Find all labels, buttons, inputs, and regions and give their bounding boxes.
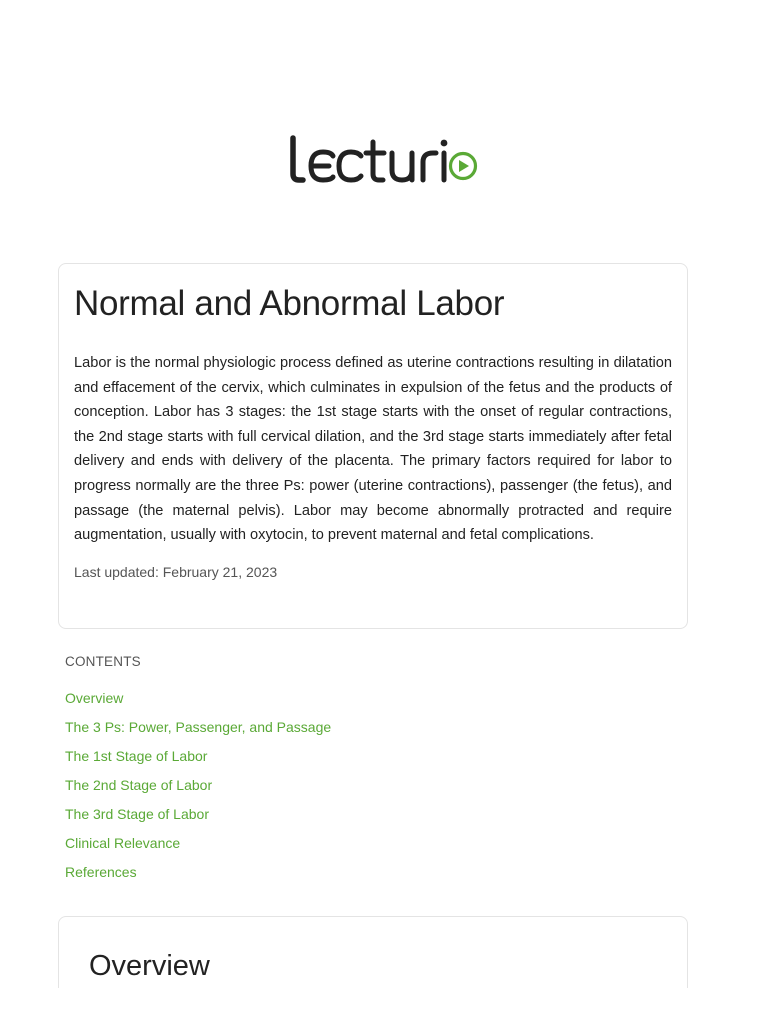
article-title: Normal and Abnormal Labor <box>74 284 505 323</box>
lecturio-logo-mark <box>289 134 479 186</box>
article-summary: Labor is the normal physiologic process defined as uterine contractions resulting in dilatation and effacement of the cervix, which culminates in expulsion of the fetus and the products of conception. Labor has 3 stages: the 1st stage starts with the onset of regular contractions, the 2nd stage starts with full cervical dilation, and the 3rd stage starts immediately after fetal delivery and ends with delivery of the placenta. The primary factors required for labor to progress normally are the three Ps: power (uterine contractions), passenger (the fetus), and passage (the maternal pelvis). Labor may become abnormally protracted and require augmentation, usually with oxytocin, to prevent maternal and fetal complications. <box>74 355 672 544</box>
toc-link-third-stage[interactable]: The 3rd Stage of Labor <box>65 806 209 822</box>
toc-link-references[interactable]: References <box>65 864 137 880</box>
toc-link-overview[interactable]: Overview <box>65 690 124 706</box>
table-of-contents <box>65 652 665 891</box>
toc-list <box>65 688 665 891</box>
contents-heading: CONTENTS <box>65 654 141 669</box>
article-summary-card <box>58 263 688 629</box>
page-bottom-edge <box>0 988 768 1024</box>
toc-link-clinical-relevance[interactable]: Clinical Relevance <box>65 835 181 851</box>
toc-link-second-stage[interactable]: The 2nd Stage of Labor <box>65 777 213 793</box>
overview-section-title: Overview <box>89 950 210 982</box>
toc-link-first-stage[interactable]: The 1st Stage of Labor <box>65 748 208 764</box>
lecturio-logo[interactable] <box>0 130 768 190</box>
last-updated: Last updated: February 21, 2023 <box>74 563 278 580</box>
toc-link-three-ps[interactable]: The 3 Ps: Power, Passenger, and Passage <box>65 719 332 735</box>
